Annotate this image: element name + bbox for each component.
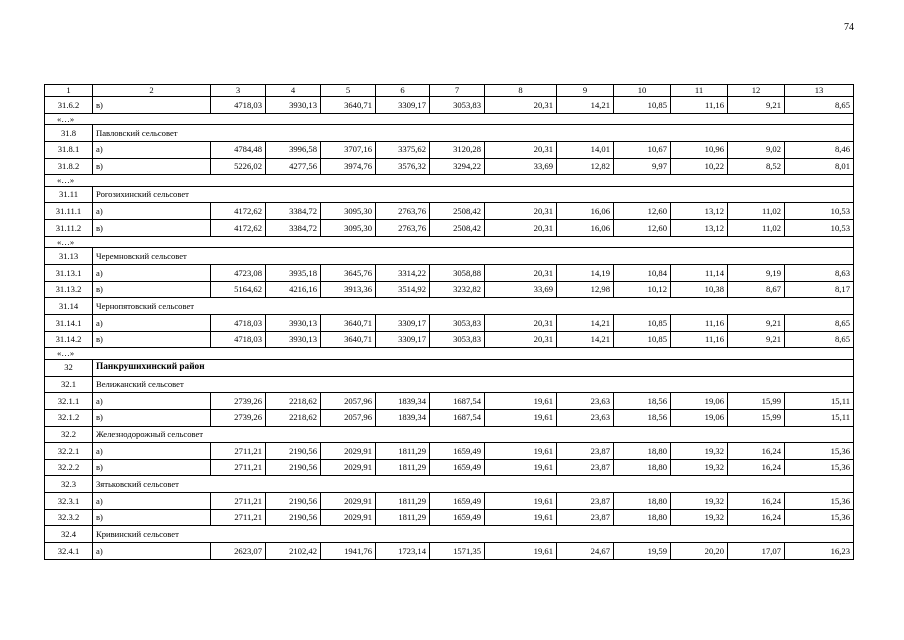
- table-cell: 2190,56: [266, 493, 321, 510]
- table-cell: 2218,62: [266, 409, 321, 426]
- column-header: 9: [557, 85, 614, 97]
- table-cell: 8,65: [785, 97, 854, 114]
- table-row: [45, 203, 854, 220]
- table-cell: 3707,16: [321, 141, 376, 158]
- table-cell: 20,31: [485, 314, 557, 331]
- row-code: 31.6.2: [45, 97, 93, 114]
- table-cell: 1659,49: [430, 443, 485, 460]
- table-cell: 1811,29: [376, 509, 430, 526]
- table-cell: 10,84: [614, 265, 671, 282]
- table-body: [45, 85, 854, 560]
- row-code: 31.13.1: [45, 265, 93, 282]
- table-cell: 8,17: [785, 281, 854, 298]
- table-cell: 23,87: [557, 459, 614, 476]
- table-cell: 15,36: [785, 509, 854, 526]
- table-cell: 19,32: [671, 509, 728, 526]
- table-cell: 23,63: [557, 409, 614, 426]
- column-header: 7: [430, 85, 485, 97]
- ellipsis-marker: «…»: [45, 175, 854, 187]
- table-cell: 16,24: [728, 493, 785, 510]
- table-cell: 1659,49: [430, 493, 485, 510]
- section-name: Кривинский сельсовет: [93, 526, 854, 543]
- table-cell: 19,61: [485, 509, 557, 526]
- column-header: 1: [45, 85, 93, 97]
- table-cell: 20,31: [485, 220, 557, 237]
- table-cell: 19,06: [671, 409, 728, 426]
- table-cell: 4718,03: [211, 97, 266, 114]
- table-cell: 1659,49: [430, 459, 485, 476]
- table-cell: 12,82: [557, 158, 614, 175]
- column-header: 4: [266, 85, 321, 97]
- row-label: в): [93, 97, 211, 114]
- table-row: [45, 265, 854, 282]
- section-row: [45, 298, 854, 315]
- ellipsis-marker: «…»: [45, 113, 854, 125]
- table-cell: 19,61: [485, 443, 557, 460]
- table-cell: 4277,56: [266, 158, 321, 175]
- table-cell: 9,21: [728, 97, 785, 114]
- table-cell: 23,87: [557, 509, 614, 526]
- row-label: в): [93, 409, 211, 426]
- row-code: 32.3.2: [45, 509, 93, 526]
- section-row: [45, 476, 854, 493]
- table-cell: 8,46: [785, 141, 854, 158]
- table-cell: 5164,62: [211, 281, 266, 298]
- section-row: [45, 526, 854, 543]
- table-cell: 16,23: [785, 543, 854, 560]
- row-code: 31.14.2: [45, 331, 93, 348]
- row-label: в): [93, 509, 211, 526]
- table-cell: 15,36: [785, 443, 854, 460]
- data-table: [44, 84, 854, 560]
- table-cell: 3996,58: [266, 141, 321, 158]
- table-cell: 3384,72: [266, 220, 321, 237]
- table-cell: 19,61: [485, 493, 557, 510]
- section-name: Черемновский сельсовет: [93, 248, 854, 265]
- table-cell: 16,24: [728, 459, 785, 476]
- table-cell: 2218,62: [266, 393, 321, 410]
- section-code: 32.3: [45, 476, 93, 493]
- table-cell: 2190,56: [266, 443, 321, 460]
- section-name: Велижанский сельсовет: [93, 376, 854, 393]
- table-cell: 18,56: [614, 393, 671, 410]
- table-cell: 4723,08: [211, 265, 266, 282]
- table-cell: 2029,91: [321, 443, 376, 460]
- table-cell: 1687,54: [430, 393, 485, 410]
- row-label: а): [93, 493, 211, 510]
- ellipsis-row: [45, 348, 854, 360]
- table-cell: 9,19: [728, 265, 785, 282]
- table-cell: 2711,21: [211, 459, 266, 476]
- table-cell: 19,61: [485, 393, 557, 410]
- table-cell: 15,11: [785, 393, 854, 410]
- table-cell: 2057,96: [321, 409, 376, 426]
- row-code: 31.8.2: [45, 158, 93, 175]
- column-header: 13: [785, 85, 854, 97]
- table-cell: 10,12: [614, 281, 671, 298]
- table-cell: 18,80: [614, 459, 671, 476]
- table-cell: 14,19: [557, 265, 614, 282]
- table-cell: 20,31: [485, 141, 557, 158]
- section-code: 31.14: [45, 298, 93, 315]
- table-row: [45, 220, 854, 237]
- table-cell: 1811,29: [376, 493, 430, 510]
- table-cell: 2739,26: [211, 393, 266, 410]
- table-cell: 4718,03: [211, 314, 266, 331]
- column-header: 2: [93, 85, 211, 97]
- table-cell: 9,21: [728, 331, 785, 348]
- table-row: [45, 443, 854, 460]
- table-cell: 4216,16: [266, 281, 321, 298]
- table-cell: 3053,83: [430, 331, 485, 348]
- table-cell: 20,31: [485, 203, 557, 220]
- ellipsis-row: [45, 175, 854, 187]
- table-cell: 4718,03: [211, 331, 266, 348]
- table-cell: 10,85: [614, 331, 671, 348]
- table-cell: 8,67: [728, 281, 785, 298]
- row-label: в): [93, 459, 211, 476]
- table-row: [45, 543, 854, 560]
- table-cell: 3053,83: [430, 314, 485, 331]
- table-cell: 3935,18: [266, 265, 321, 282]
- section-name: Чернопятовский сельсовет: [93, 298, 854, 315]
- table-cell: 3645,76: [321, 265, 376, 282]
- row-code: 31.11.1: [45, 203, 93, 220]
- table-cell: 8,63: [785, 265, 854, 282]
- table-cell: 2029,91: [321, 509, 376, 526]
- section-row: [45, 186, 854, 203]
- table-cell: 33,69: [485, 281, 557, 298]
- table-cell: 18,56: [614, 409, 671, 426]
- table-cell: 19,61: [485, 459, 557, 476]
- table-cell: 11,14: [671, 265, 728, 282]
- table-cell: 2739,26: [211, 409, 266, 426]
- row-label: а): [93, 443, 211, 460]
- table-cell: 3514,92: [376, 281, 430, 298]
- table-cell: 2763,76: [376, 203, 430, 220]
- table-cell: 3309,17: [376, 331, 430, 348]
- table-row: [45, 393, 854, 410]
- table-cell: 3309,17: [376, 314, 430, 331]
- table-cell: 2763,76: [376, 220, 430, 237]
- table-cell: 14,21: [557, 314, 614, 331]
- table-cell: 3095,30: [321, 220, 376, 237]
- section-code: 32.1: [45, 376, 93, 393]
- table-cell: 8,52: [728, 158, 785, 175]
- table-cell: 2190,56: [266, 459, 321, 476]
- table-cell: 11,16: [671, 97, 728, 114]
- table-cell: 12,98: [557, 281, 614, 298]
- row-code: 31.11.2: [45, 220, 93, 237]
- table-cell: 16,06: [557, 220, 614, 237]
- table-cell: 18,80: [614, 493, 671, 510]
- table-cell: 2190,56: [266, 509, 321, 526]
- row-code: 31.8.1: [45, 141, 93, 158]
- table-cell: 5226,02: [211, 158, 266, 175]
- section-code: 32.4: [45, 526, 93, 543]
- table-row: [45, 158, 854, 175]
- table-cell: 13,12: [671, 220, 728, 237]
- table-cell: 16,24: [728, 509, 785, 526]
- table-cell: 13,12: [671, 203, 728, 220]
- table-cell: 1723,14: [376, 543, 430, 560]
- table-cell: 20,31: [485, 97, 557, 114]
- table-row: [45, 331, 854, 348]
- table-cell: 3640,71: [321, 97, 376, 114]
- table-cell: 2508,42: [430, 203, 485, 220]
- table-cell: 19,32: [671, 493, 728, 510]
- table-cell: 3095,30: [321, 203, 376, 220]
- table-cell: 2623,07: [211, 543, 266, 560]
- table-cell: 3930,13: [266, 97, 321, 114]
- section-code: 32: [45, 359, 93, 376]
- section-row: [45, 125, 854, 142]
- section-name: Рогозихинский сельсовет: [93, 186, 854, 203]
- row-label: в): [93, 281, 211, 298]
- table-cell: 10,67: [614, 141, 671, 158]
- section-code: 31.11: [45, 186, 93, 203]
- table-cell: 3309,17: [376, 97, 430, 114]
- table-cell: 11,02: [728, 203, 785, 220]
- table-cell: 14,01: [557, 141, 614, 158]
- table-cell: 9,97: [614, 158, 671, 175]
- ellipsis-row: [45, 113, 854, 125]
- table-cell: 3974,76: [321, 158, 376, 175]
- row-code: 31.14.1: [45, 314, 93, 331]
- table-cell: 9,02: [728, 141, 785, 158]
- table-cell: 1839,34: [376, 393, 430, 410]
- table-cell: 11,16: [671, 331, 728, 348]
- table-cell: 17,07: [728, 543, 785, 560]
- table-cell: 4172,62: [211, 220, 266, 237]
- table-cell: 1659,49: [430, 509, 485, 526]
- section-row: [45, 359, 854, 376]
- table-cell: 3375,62: [376, 141, 430, 158]
- section-name: Панкрушихинский район: [93, 359, 854, 376]
- row-label: а): [93, 203, 211, 220]
- table-cell: 15,36: [785, 493, 854, 510]
- table-cell: 19,32: [671, 459, 728, 476]
- section-row: [45, 248, 854, 265]
- ellipsis-row: [45, 236, 854, 248]
- table-cell: 10,53: [785, 220, 854, 237]
- table-cell: 3294,22: [430, 158, 485, 175]
- row-label: а): [93, 265, 211, 282]
- column-header: 3: [211, 85, 266, 97]
- column-header: 6: [376, 85, 430, 97]
- table-cell: 24,67: [557, 543, 614, 560]
- table-cell: 9,21: [728, 314, 785, 331]
- section-row: [45, 376, 854, 393]
- table-cell: 23,63: [557, 393, 614, 410]
- table-cell: 10,96: [671, 141, 728, 158]
- table-cell: 15,99: [728, 409, 785, 426]
- table-cell: 14,21: [557, 331, 614, 348]
- table-cell: 3640,71: [321, 314, 376, 331]
- table-cell: 15,11: [785, 409, 854, 426]
- row-label: а): [93, 141, 211, 158]
- table-cell: 8,65: [785, 314, 854, 331]
- row-label: в): [93, 220, 211, 237]
- table-cell: 10,85: [614, 314, 671, 331]
- table-cell: 3053,83: [430, 97, 485, 114]
- table-cell: 4172,62: [211, 203, 266, 220]
- table-cell: 33,69: [485, 158, 557, 175]
- table-cell: 2029,91: [321, 493, 376, 510]
- section-code: 31.13: [45, 248, 93, 265]
- table-cell: 2711,21: [211, 493, 266, 510]
- table-cell: 3930,13: [266, 314, 321, 331]
- row-label: а): [93, 314, 211, 331]
- table-cell: 12,60: [614, 220, 671, 237]
- table-row: [45, 281, 854, 298]
- table-cell: 15,99: [728, 393, 785, 410]
- table-cell: 1687,54: [430, 409, 485, 426]
- section-name: Зятьковский сельсовет: [93, 476, 854, 493]
- table-cell: 19,61: [485, 543, 557, 560]
- row-label: а): [93, 543, 211, 560]
- section-row: [45, 426, 854, 443]
- section-code: 31.8: [45, 125, 93, 142]
- table-cell: 10,22: [671, 158, 728, 175]
- table-row: [45, 459, 854, 476]
- table-cell: 10,53: [785, 203, 854, 220]
- table-cell: 20,20: [671, 543, 728, 560]
- table-cell: 3930,13: [266, 331, 321, 348]
- table-cell: 1839,34: [376, 409, 430, 426]
- table-cell: 2508,42: [430, 220, 485, 237]
- table-row: [45, 493, 854, 510]
- table-cell: 23,87: [557, 443, 614, 460]
- table-cell: 1941,76: [321, 543, 376, 560]
- section-code: 32.2: [45, 426, 93, 443]
- row-code: 32.3.1: [45, 493, 93, 510]
- table-cell: 19,06: [671, 393, 728, 410]
- table-cell: 23,87: [557, 493, 614, 510]
- table-cell: 3576,32: [376, 158, 430, 175]
- table-cell: 2057,96: [321, 393, 376, 410]
- table-cell: 4784,48: [211, 141, 266, 158]
- table-cell: 8,65: [785, 331, 854, 348]
- column-header: 10: [614, 85, 671, 97]
- table-cell: 3120,28: [430, 141, 485, 158]
- row-code: 32.1.1: [45, 393, 93, 410]
- column-header: 12: [728, 85, 785, 97]
- row-code: 32.2.1: [45, 443, 93, 460]
- table-cell: 1811,29: [376, 459, 430, 476]
- table-cell: 10,85: [614, 97, 671, 114]
- table-cell: 15,36: [785, 459, 854, 476]
- table-cell: 1811,29: [376, 443, 430, 460]
- table-row: [45, 314, 854, 331]
- table-cell: 3640,71: [321, 331, 376, 348]
- table-cell: 12,60: [614, 203, 671, 220]
- table-cell: 16,24: [728, 443, 785, 460]
- table-cell: 2711,21: [211, 443, 266, 460]
- row-label: в): [93, 158, 211, 175]
- table-row: [45, 141, 854, 158]
- ellipsis-marker: «…»: [45, 348, 854, 360]
- table-cell: 20,31: [485, 331, 557, 348]
- table-row: [45, 409, 854, 426]
- row-code: 31.13.2: [45, 281, 93, 298]
- table-cell: 20,31: [485, 265, 557, 282]
- row-code: 32.4.1: [45, 543, 93, 560]
- column-header: 11: [671, 85, 728, 97]
- table-cell: 18,80: [614, 443, 671, 460]
- table-cell: 3058,88: [430, 265, 485, 282]
- table-cell: 14,21: [557, 97, 614, 114]
- table-cell: 19,32: [671, 443, 728, 460]
- page-number: 74: [844, 22, 854, 33]
- table-cell: 19,59: [614, 543, 671, 560]
- header-row: [45, 85, 854, 97]
- table-cell: 3384,72: [266, 203, 321, 220]
- table-cell: 1571,35: [430, 543, 485, 560]
- ellipsis-marker: «…»: [45, 236, 854, 248]
- row-label: в): [93, 331, 211, 348]
- row-code: 32.2.2: [45, 459, 93, 476]
- table-cell: 3913,36: [321, 281, 376, 298]
- table-cell: 2102,42: [266, 543, 321, 560]
- table-cell: 10,38: [671, 281, 728, 298]
- section-name: Железнодорожный сельсовет: [93, 426, 854, 443]
- table-cell: 11,16: [671, 314, 728, 331]
- table-cell: 11,02: [728, 220, 785, 237]
- table-cell: 3314,22: [376, 265, 430, 282]
- table-cell: 3232,82: [430, 281, 485, 298]
- table-cell: 19,61: [485, 409, 557, 426]
- section-name: Павловский сельсовет: [93, 125, 854, 142]
- table-cell: 2711,21: [211, 509, 266, 526]
- table-row: [45, 97, 854, 114]
- table-cell: 16,06: [557, 203, 614, 220]
- row-code: 32.1.2: [45, 409, 93, 426]
- table-cell: 2029,91: [321, 459, 376, 476]
- row-label: а): [93, 393, 211, 410]
- table-cell: 8,01: [785, 158, 854, 175]
- table-row: [45, 509, 854, 526]
- column-header: 8: [485, 85, 557, 97]
- table-cell: 18,80: [614, 509, 671, 526]
- column-header: 5: [321, 85, 376, 97]
